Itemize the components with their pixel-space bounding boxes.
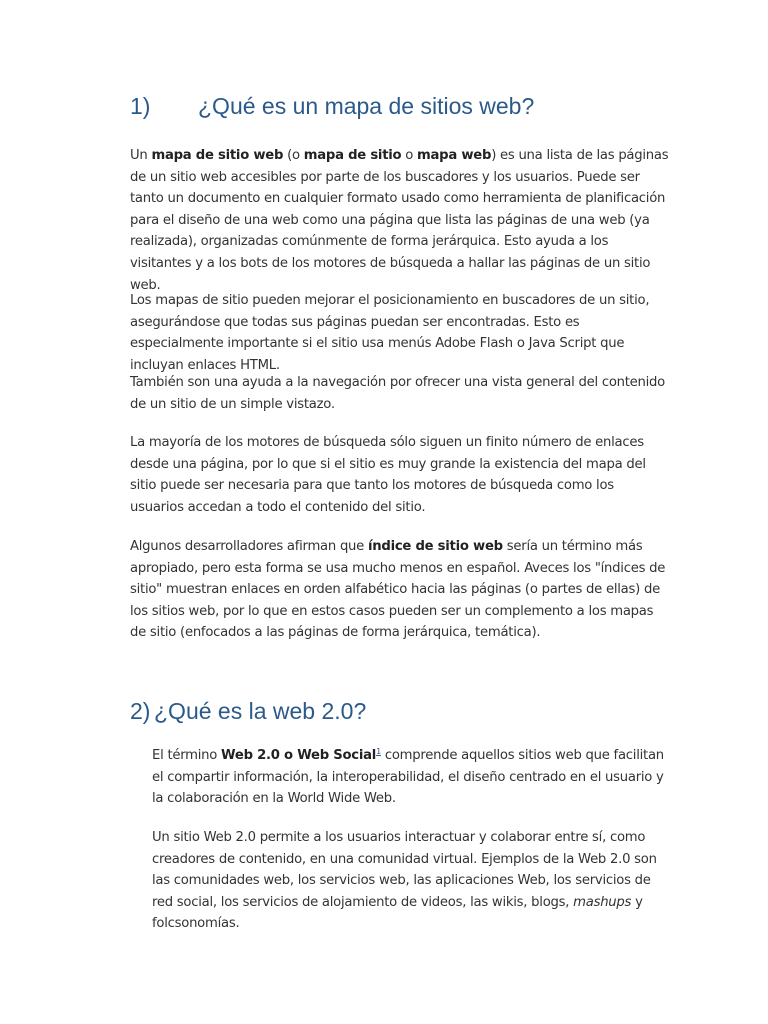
section-1-heading [130,92,534,120]
text-run: ) es una lista de las páginas de un sitio web accesibles por parte de los buscadores y los usuarios. Puede ser tanto un documento en cualquier formato usado como herramienta de planificación para el diseño de una web como una página que lista las páginas de una web (ya realizada), organizadas comúnmente de forma jerárquica. Esto ayuda a los visitantes y a los bots de los motores de búsqueda a hallar las páginas de un sitio web. [130,148,669,293]
text-run: Algunos desarrolladores afirman que [130,539,368,554]
bold-term: mapa de sitio [303,148,402,163]
section-1-paragraph-2: Los mapas de sitio pueden mejorar el posicionamiento en buscadores de un sitio, asegurándose que todas sus páginas puedan ser encontradas. Esto es especialmente importante si el sitio usa menús Adobe Flash o Java Script que incluyan enlaces HTML. [130,293,650,373]
section-2-number: 2) [130,698,151,724]
section-2-paragraph-2 [152,827,672,935]
section-1-paragraph-1 [130,145,670,296]
text-run: El término [152,748,222,763]
text-run: y folcsonomías. [152,894,643,932]
section-1-paragraph-3: También son una ayuda a la navegación por ofrecer una vista general del contenido de un sitio de un simple vistazo. [130,375,666,412]
section-1-number: 1) [130,93,151,119]
text-run: Un [130,148,152,163]
section-1-paragraph-5 [130,536,670,644]
italic-term: mashups [573,894,632,910]
text-run: Un sitio Web 2.0 permite a los usuarios interactuar y colaborar entre sí, como creadores de contenido, en una comunidad virtual. Ejemplos de la Web 2.0 son las comunidades web, los servicios web, las aplicaciones Web, los servicios de red social, los servicios de alojamiento de videos, las wikis, blogs, [152,830,657,910]
bold-term: mapa de sitio web [151,148,284,163]
section-1-title: ¿Qué es un mapa de sitios web? [198,93,535,119]
footnote-link[interactable]: 1 [376,747,381,756]
text-run: sería un término más apropiado, pero esta forma se usa mucho menos en español. Aveces los "índices de sitio" muestran enlaces en orden alfabético hacia las páginas (o partes de ellas) de los sitios web, por lo que en estos casos pueden ser un complemento a los mapas de sitio (enfocados a las páginas de forma jerárquica, temática). [130,539,666,641]
section-2-title: ¿Qué es la web 2.0? [154,698,367,724]
section-2-paragraph-1 [152,745,672,810]
text-run: (o [283,148,304,163]
text-run: o [401,148,418,163]
bold-term: mapa web [417,148,492,163]
text-run: comprende aquellos sitios web que facilitan el compartir información, la interoperabilidad, el diseño centrado en el usuario y la colaboración en la World Wide Web. [152,748,664,807]
section-2-heading [130,697,366,725]
bold-term: índice de sitio web [367,539,503,554]
bold-term: Web 2.0 o Web Social [221,748,377,763]
section-1-paragraph-4: La mayoría de los motores de búsqueda sólo siguen un finito número de enlaces desde una página, por lo que si el sitio es muy grande la existencia del mapa del sitio puede ser necesaria para que tanto los motores de búsqueda como los usuarios accedan a todo el contenido del sitio. [130,435,646,515]
